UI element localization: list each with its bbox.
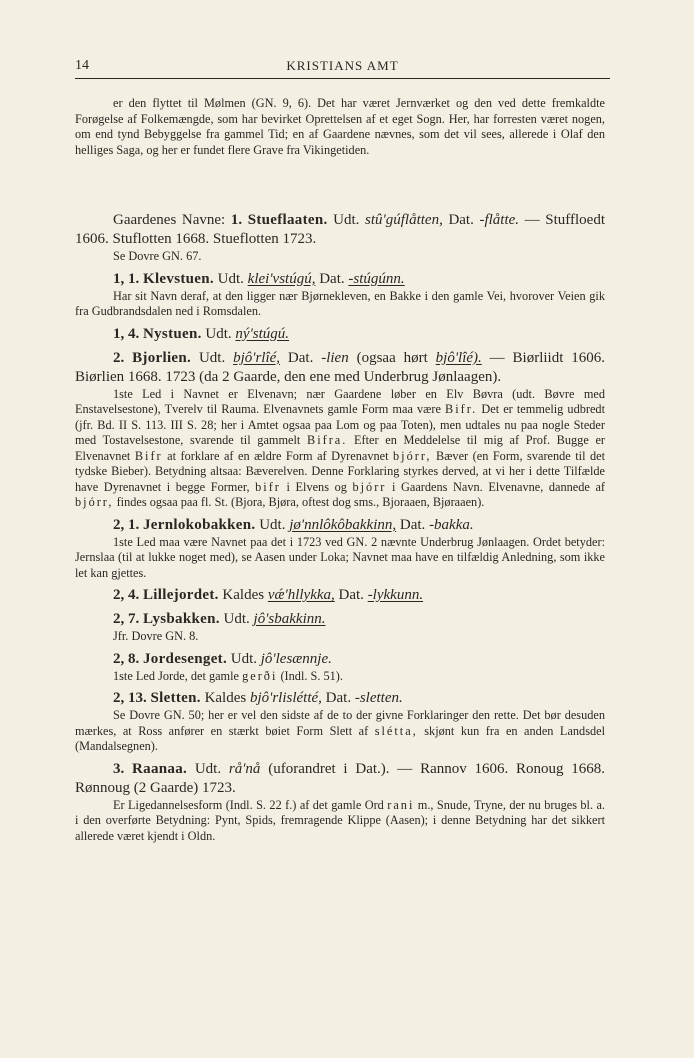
farm-name: Raanaa. bbox=[132, 760, 188, 777]
pronunciation: jø'nnlôkôbakkinn, bbox=[289, 516, 397, 533]
farm-note: Har sit Navn deraf, at den ligger nær Bjørnekleven, en Bakke i den gamle Vei, hvorover Veien gik fra Gudbrandsdalen ned i Romsdalen. bbox=[75, 288, 605, 318]
farm-entry-bjorlien: 2. Bjorlien. Udt. bjô'rlîé, Dat. -lien (ogsaa hørt bjô'lîé). — Biørliidt 1606. Biørlien 1668. 1723 (da 2 Gaarde, den ene med Underbrug Jønlaagen). bbox=[75, 349, 605, 385]
pronunciation: vǽ'hllykka, bbox=[267, 587, 335, 603]
farm-name: Jordesenget. bbox=[143, 650, 227, 667]
farm-note: Se Dovre GN. 67. bbox=[113, 249, 202, 263]
farm-entry-nystuen: 1, 4. Nystuen. Udt. ný'stúgú. bbox=[113, 325, 290, 342]
farm-entry-jordesenget: 2, 8. Jordesenget. Udt. jô'lesænnje. bbox=[113, 650, 332, 667]
farm-name: Sletten. bbox=[150, 690, 201, 706]
farm-entry-stueflaaten: Gaardenes Navne: 1. Stueflaaten. Udt. stû'gúflåtten, Dat. -flåtte. — Stuffloedt 1606. Stuflotten 1668. Stueflotten 1723. bbox=[75, 212, 605, 247]
farm-note: Jfr. Dovre GN. 8. bbox=[113, 629, 199, 643]
dative-form: -lien bbox=[321, 349, 349, 366]
farm-name: Stueflaaten. bbox=[247, 212, 328, 228]
intro-paragraph: er den flyttet til Mølmen (GN. 9, 6). Det har været Jernværket og den ved dette fremkaldte Forøgelse af Folkemængde, som har bevirket Oprettelsen af et eget Sogn. Her, har forresten været nogen, om end tynd Bebyggelse fra gammel Tid; en af Gaardene nævnes, som det vil sees, allerede i Olaf den helliges Saga, og her er fundet flere Grave fra Vikingetiden. bbox=[75, 96, 605, 157]
farm-name: Klevstuen. bbox=[143, 270, 214, 287]
pronunciation: jô'lesænnje. bbox=[260, 650, 332, 667]
running-title: KRISTIANS AMT bbox=[286, 58, 399, 73]
dative-form: -stúgúnn. bbox=[348, 270, 405, 287]
farm-note: Er Ligedannelsesform (Indl. S. 22 f.) af det gamle Ord rani m., Snude, Tryne, der nu bruges bl. a. i den overførte Betydning: Pynt, Spids, fremragende Klippe (Aasen); i denne Betydning har det sikkert allerede været kjendt i Oldn. bbox=[75, 797, 605, 843]
farm-entry-klevstuen: 1, 1. Klevstuen. Udt. klei'vstúgú, Dat. -stúgúnn. bbox=[113, 270, 405, 287]
farm-name: Nystuen. bbox=[143, 325, 202, 342]
pronunciation: jô'sbakkinn. bbox=[253, 611, 326, 627]
dative-form: -bakka. bbox=[429, 516, 474, 533]
pronunciation: bjô'rlislétté, bbox=[249, 690, 322, 706]
farm-entry-sletten: 2, 13. Sletten. Kaldes bjô'rlislétté, Dat. -sletten. bbox=[113, 690, 403, 706]
farm-note: 1ste Led maa være Navnet paa det i 1723 ved GN. 2 nævnte Underbrug Jønlaagen. Ordet betyder: Jernslaa (til at lukke noget med), se Aasen under Loka; Navnet maa have en tilfældig Anledning, som ikke let kan gjettes. bbox=[75, 534, 605, 580]
farm-note: 1ste Led Jorde, det gamle gerði (Indl. S. 51). bbox=[113, 668, 343, 683]
farm-entry-raanaa: 3. Raanaa. Udt. rå'nå (uforandret i Dat.). — Rannov 1606. Ronoug 1668. Rønnoug (2 Gaarde) 1723. bbox=[75, 760, 606, 796]
farm-name: Bjorlien. bbox=[132, 349, 192, 366]
alt-pronunciation: bjô'lîé). bbox=[435, 349, 482, 366]
pronunciation: ný'stúgú. bbox=[235, 325, 290, 342]
page-header bbox=[75, 58, 610, 79]
dative-form: -lykkunn. bbox=[367, 587, 424, 603]
farm-name: Lysbakken. bbox=[143, 611, 220, 627]
farm-note: 1ste Led i Navnet er Elvenavn; nær Gaardene løber en Elv Bøvra (udt. Bøvre med Enstavelsestone), Tverelv til Rauma. Elvenavnets gamle Form maa være Bifr. Det er temmelig udbredt (jfr. Bd. II S. 113. III S. 28; her i Amtet ogsaa paa Lom og paa Toten), men udtales nu paa nogle Steder med Tostavelsestone, svarende til gammelt Bifra. Efter en Meddelelse til mig af Prof. Bugge er Elvenavnet Bifr at forklare af en ældre Form af Dyrenavnet bjórr, Bæver (en Form, svarende til det tydske Bieber). Betydning altsaa: Bæverelven. Denne Forklaring styrkes derved, at vi her i dette Tilfælde have Dyrenavnet i begge Former, bifr i Elvens og bjórr i Gaardens Navn. Elvenavne, dannede af bjórr, findes ogsaa paa fl. St. (Bjora, Bjøra, oftest dog sms., Bjoraaen, Bjøraaen). bbox=[75, 386, 606, 509]
pronunciation: rå'nå bbox=[228, 760, 261, 777]
farm-name: Lillejordet. bbox=[143, 587, 219, 603]
farm-entry-jernlokobakken: 2, 1. Jernlokobakken. Udt. jø'nnlôkôbakkinn, Dat. -bakka. bbox=[113, 516, 474, 533]
dative-form: -sletten. bbox=[354, 690, 403, 706]
farm-note: Se Dovre GN. 50; her er vel den sidste af de to der givne Forklaringer den rette. Det bør desuden mærkes, at Ross anfører en stærkt bøiet Form Slett af slétta, skjønt kun fra en anden Landsdel (Mandalsegnen). bbox=[75, 708, 606, 753]
dative-form: -flåtte. bbox=[479, 212, 520, 228]
farm-entry-lysbakken: 2, 7. Lysbakken. Udt. jô'sbakkinn. bbox=[113, 611, 326, 627]
pronunciation: stû'gúflåtten, bbox=[365, 212, 443, 228]
farm-name: Jernlokobakken. bbox=[143, 516, 256, 533]
pronunciation: klei'vstúgú, bbox=[247, 270, 316, 287]
pronunciation: bjô'rlîé, bbox=[233, 349, 281, 366]
page-number: 14 bbox=[75, 58, 89, 73]
page-body bbox=[75, 96, 605, 844]
farm-entry-lillejordet: 2, 4. Lillejordet. Kaldes vǽ'hllykka, Dat. -lykkunn. bbox=[113, 587, 424, 603]
